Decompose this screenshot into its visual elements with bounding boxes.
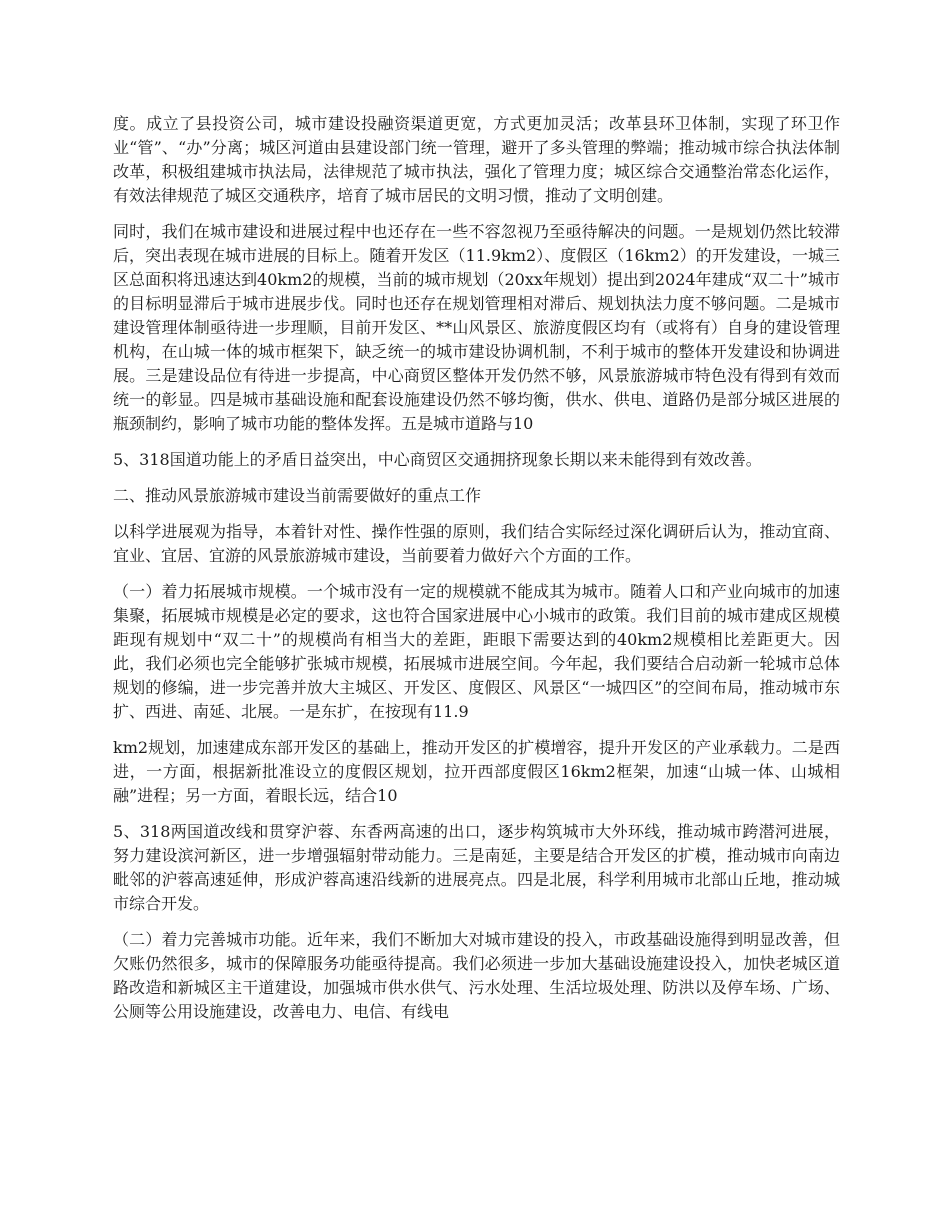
paragraph-improve-city-functions: （二）着力完善城市功能。近年来，我们不断加大对城市建设的投入，市政基础设施得到明显改善，但欠账仍然很多，城市的保障服务功能亟待提高。我们必须进一步加大基础设施建设投入，加快老城区道路改造和新城区主干道建设，加强城市供水供气、污水处理、生活垃圾处理、防洪以及停车场、广场、公厕等公用设施建设，改善电力、电信、有线电 (113, 930, 840, 1021)
paragraph-south-north-expansion: 5、318两国道改线和贯穿沪蓉、东香两高速的出口，逐步构筑城市大外环线，推动城市跨潜河进展，努力建设滨河新区，进一步增强辐射带动能力。三是南延，主要是结合开发区的扩模，推动城市向南边毗邻的沪蓉高速延伸，形成沪蓉高速沿线新的进展亮点。四是北展，科学利用城市北部山丘地，推动城市综合开发。 (113, 822, 840, 913)
paragraph-national-road-issue: 5、318国道功能上的矛盾日益突出，中心商贸区交通拥挤现象长期以来未能得到有效改善。 (113, 450, 762, 469)
paragraph-urban-management-reform: 度。成立了县投资公司，城市建设投融资渠道更宽，方式更加灵活；改革县环卫体制，实现了环卫作业“管”、“办”分离；城区河道由县建设部门统一管理，避开了多头管理的弊端；推动城市综合执法体制改革，积极组建城市执法局，法律规范了城市执法，强化了管理力度；城区综合交通整治常态化运作，有效法律规范了城区交通秩序，培育了城市居民的文明习惯，推动了文明创建。 (113, 114, 840, 205)
document-body (113, 112, 840, 1036)
paragraph-expand-city-scale: （一）着力拓展城市规模。一个城市没有一定的规模就不能成其为城市。随着人口和产业向城市的加速集聚，拓展城市规模是必定的要求，这也符合国家进展中心小城市的政策。我们目前的城市建成区规模距现有规划中“双二十”的规模尚有相当大的差距，距眼下需要达到的40km2规模相比差距更大。因此，我们必须也完全能够扩张城市规模，拓展城市进展空间。今年起，我们要结合启动新一轮城市总体规划的修编，进一步完善并放大主城区、开发区、度假区、风景区“一城四区”的空间布局，推动城市东扩、西进、南延、北展。一是东扩，在按现有11.9 (113, 582, 840, 721)
paragraph-east-west-expansion: km2规划，加速建成东部开发区的基础上，推动开发区的扩模增容，提升开发区的产业承载力。二是西进，一方面，根据新批准设立的度假区规划，拉开西部度假区16km2框架，加速“山城一体、山城相融”进程；另一方面，着眼长远，结合10 (113, 738, 840, 805)
section-heading-key-tasks: 二、推动风景旅游城市建设当前需要做好的重点工作 (113, 486, 482, 505)
paragraph-existing-problems: 同时，我们在城市建设和进展过程中也还存在一些不容忽视乃至亟待解决的问题。一是规划仍然比较滞后，突出表现在城市进展的目标上。随着开发区（11.9km2）、度假区（16km2）的开发建设，一城三区总面积将迅速达到40km2的规模，当前的城市规划（20xx年规划）提出到2024年建成“双二十”城市的目标明显滞后于城市进展步伐。同时也还存在规划管理相对滞后、规划执法力度不够问题。二是城市建设管理体制亟待进一步理顺，目前开发区、**山风景区、旅游度假区均有（或将有）自身的建设管理机构，在山城一体的城市框架下，缺乏统一的城市建设协调机制，不利于城市的整体开发建设和协调进展。三是建设品位有待进一步提高，中心商贸区整体开发仍然不够，风景旅游城市特色没有得到有效而统一的彰显。四是城市基础设施和配套设施建设仍然不够均衡，供水、供电、道路仍是部分城区进展的瓶颈制约，影响了城市功能的整体发挥。五是城市道路与10 (113, 222, 840, 433)
paragraph-guiding-principle: 以科学进展观为指导，本着针对性、操作性强的原则，我们结合实际经过深化调研后认为，推动宜商、宜业、宜居、宜游的风景旅游城市建设，当前要着力做好六个方面的工作。 (113, 522, 840, 565)
